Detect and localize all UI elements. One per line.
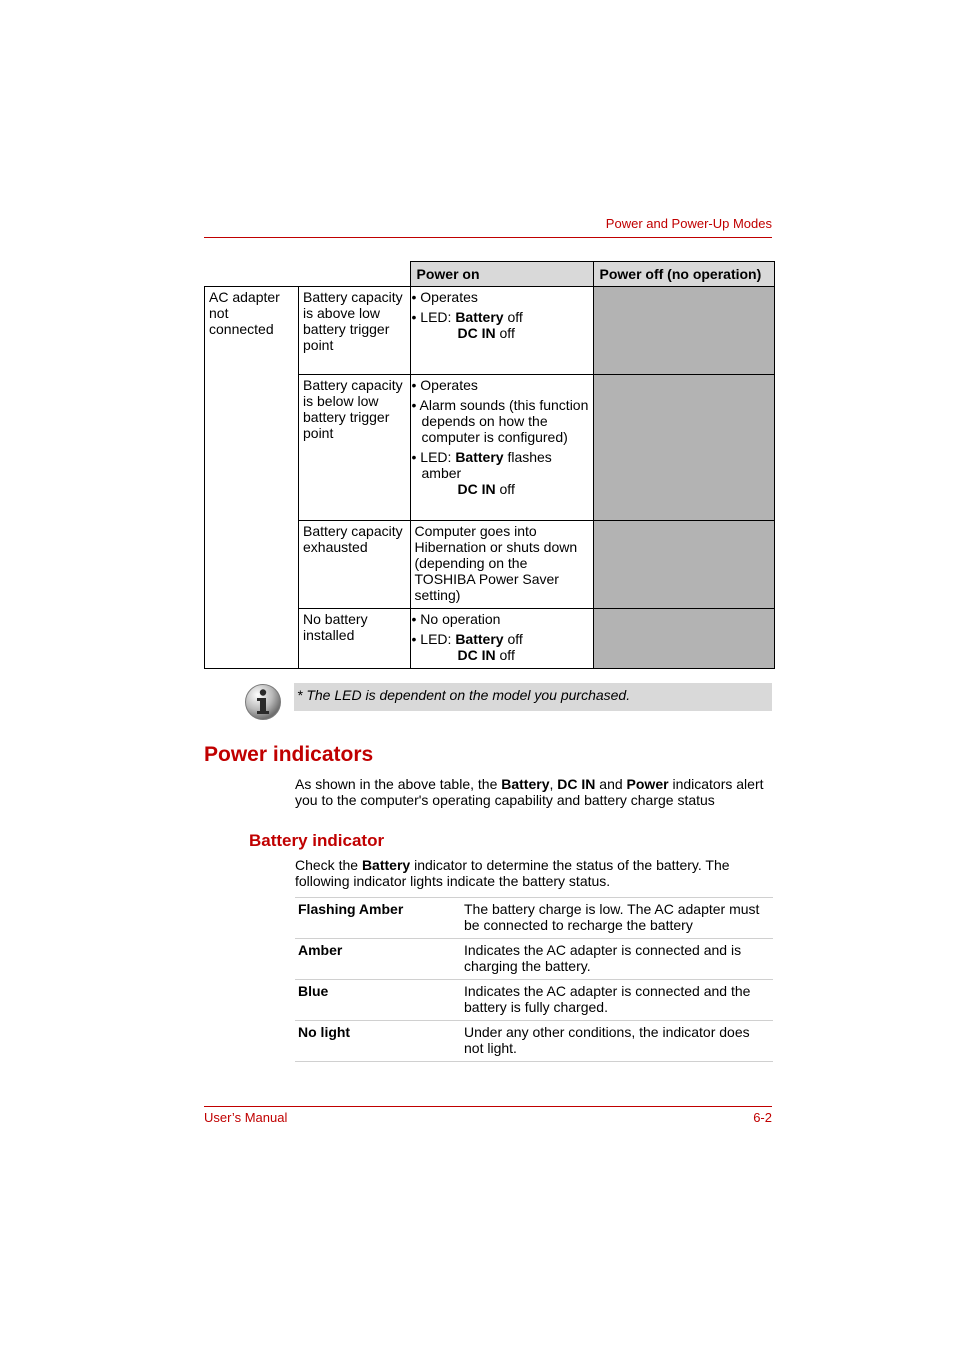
table-row [295,980,773,1021]
power-mode-table [204,261,775,669]
text-run: and [595,776,627,792]
running-header: Power and Power-Up Modes [605,216,772,231]
led-dcin-line [412,325,589,341]
col-power-off: Power off (no operation) [593,262,774,287]
power-term: Power [626,776,669,792]
power-off-cell [593,287,774,375]
led-battery-label: Battery [455,631,504,647]
indicator-label: Amber [295,939,461,980]
bullet-text: • Alarm sounds (this function depends on how the computer is configured) [411,397,589,445]
text-run: indicators alert you to the computer's operating capability and battery charge status [295,776,764,808]
led-dcin-label: DC IN [457,481,496,497]
indicator-label: Flashing Amber [295,898,461,939]
text-run: , [549,776,558,792]
bullet-text: • Operates [411,289,478,305]
led-dcin-line [412,647,589,663]
power-on-cell [410,609,593,669]
text-run: As shown in the above table, the [295,776,502,792]
note-text: * The LED is dependent on the model you purchased. [297,687,631,703]
condition-cell: No battery installed [299,609,411,669]
bullet-text: • No operation [411,611,501,627]
indicator-description: The battery charge is low. The AC adapter must be connected to recharge the battery [461,898,773,939]
indicator-description: Indicates the AC adapter is connected and the battery is fully charged. [461,980,773,1021]
condition-cell: Battery capacity is below low battery trigger point [299,375,411,521]
condition-cell: Battery capacity is above low battery trigger point [299,287,411,375]
power-off-cell [593,375,774,521]
table-row [295,898,773,939]
led-prefix: • LED: [411,449,456,465]
text-run: Check the [295,857,362,873]
battery-term: Battery [501,776,550,792]
text-run: indicator to determine the status of the battery. The following indicator lights indicate the battery status. [295,857,730,889]
led-line [412,449,589,481]
led-prefix: • LED: [411,309,456,325]
indicator-label: Blue [295,980,461,1021]
led-dcin-label: DC IN [457,647,496,663]
table-row [295,1021,773,1062]
table-row [205,287,775,375]
led-line [412,309,589,325]
col-power-on: Power on [410,262,593,287]
led-battery-state: off [503,309,523,325]
power-indicators-paragraph [295,776,775,808]
led-battery-state: flashes amber [421,449,552,481]
indicator-description: Indicates the AC adapter is connected and is charging the battery. [461,939,773,980]
bullet-text: • Operates [411,377,478,393]
power-off-cell [593,609,774,669]
power-off-cell [593,521,774,609]
indicator-description: Under any other conditions, the indicator does not light. [461,1021,773,1062]
battery-indicator-paragraph [295,857,773,889]
section-heading: Power indicators [204,743,374,766]
led-dcin-label: DC IN [457,325,496,341]
condition-cell: Battery capacity exhausted [299,521,411,609]
battery-term: Battery [361,857,411,873]
subsection-heading: Battery indicator [249,831,385,850]
battery-indicator-table [295,897,773,1062]
led-dcin-line [412,481,589,497]
footer-manual-title: User’s Manual [204,1110,288,1125]
dcin-term: DC IN [557,776,596,792]
info-icon [244,683,282,721]
power-on-cell [410,375,593,521]
led-line [412,631,589,647]
led-prefix: • LED: [411,631,456,647]
table-row [295,939,773,980]
page-number: 6-2 [753,1110,772,1125]
led-dcin-state: off [495,647,515,663]
footer-divider [204,1106,772,1107]
power-on-cell: Computer goes into Hibernation or shuts down (depending on the TOSHIBA Power Saver setting) [410,521,593,609]
table-header-row [205,262,775,287]
led-dcin-state: off [495,481,515,497]
indicator-label: No light [295,1021,461,1062]
led-dcin-state: off [495,325,515,341]
led-battery-label: Battery [455,309,504,325]
led-battery-label: Battery [455,449,504,465]
header-divider [204,237,772,238]
row-group-label: AC adapter not connected [205,287,299,669]
led-battery-state: off [503,631,523,647]
power-on-cell [410,287,593,375]
